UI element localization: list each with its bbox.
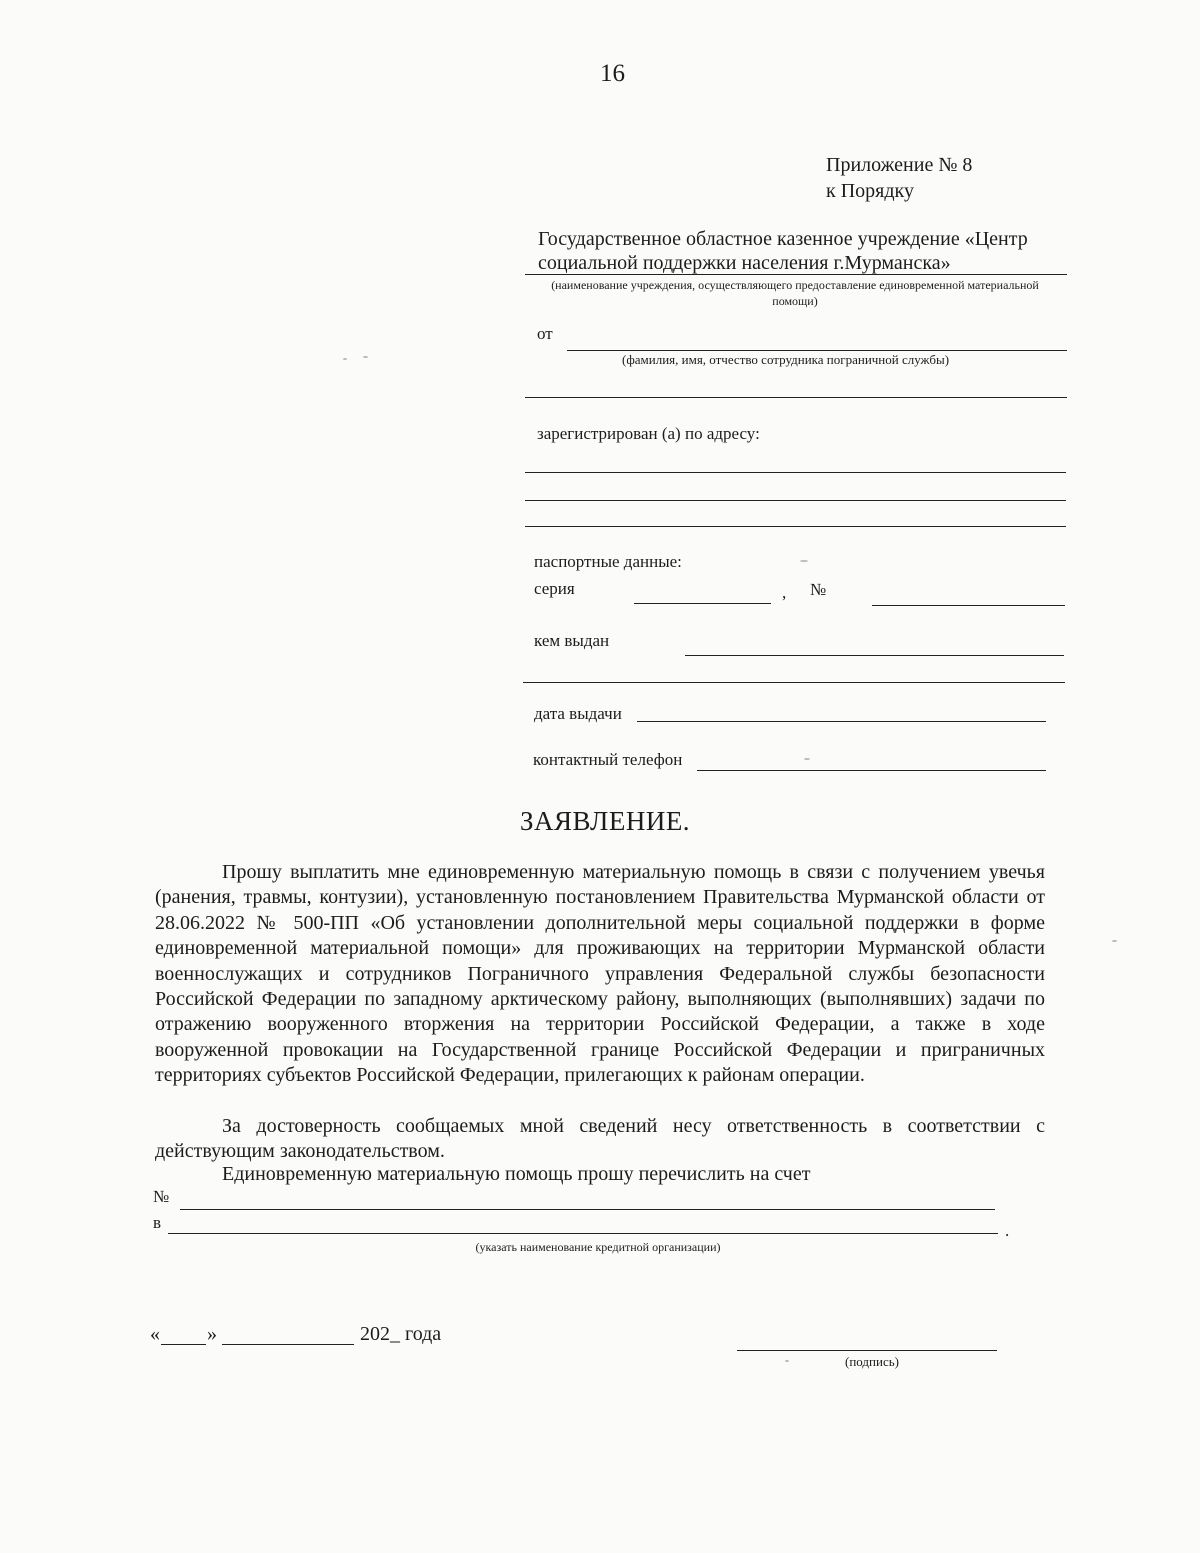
account-number-field[interactable] xyxy=(180,1209,995,1210)
scan-speck xyxy=(1112,940,1117,942)
bank-period: . xyxy=(1005,1221,1010,1240)
issued-by-field-line2[interactable] xyxy=(523,682,1065,683)
account-number-label: № xyxy=(153,1187,170,1206)
signature-caption: (подпись) xyxy=(845,1354,899,1369)
issued-by-field[interactable] xyxy=(685,655,1064,656)
scan-speck xyxy=(800,560,808,562)
date-year-text: 202_ года xyxy=(360,1323,442,1345)
statement-title: ЗАЯВЛЕНИЕ. xyxy=(520,806,691,836)
date-open-quote: « xyxy=(150,1323,160,1345)
scan-speck xyxy=(363,356,368,358)
phone-label: контактный телефон xyxy=(533,750,683,769)
institution-underline xyxy=(525,274,1067,275)
institution-name-line2: социальной поддержки населения г.Мурманска» xyxy=(538,252,951,274)
signature-field[interactable] xyxy=(737,1350,997,1351)
date-month-field[interactable] xyxy=(222,1344,354,1345)
page-number: 16 xyxy=(600,60,625,87)
passport-series-field[interactable] xyxy=(634,603,771,604)
phone-field[interactable] xyxy=(697,770,1046,771)
applicant-name-caption: (фамилия, имя, отчество сотрудника пограничной службы) xyxy=(622,352,950,367)
statement-paragraph-3: Единовременную материальную помощь прошу перечислить на счет xyxy=(222,1163,811,1185)
date-close-quote: » xyxy=(207,1323,217,1345)
scan-speck xyxy=(804,758,810,760)
scan-speck xyxy=(785,1360,789,1362)
address-field-line2[interactable] xyxy=(525,500,1066,501)
passport-number-field[interactable] xyxy=(872,605,1065,606)
passport-label: паспортные данные: xyxy=(534,552,682,571)
bank-caption: (указать наименование кредитной организации) xyxy=(475,1240,721,1254)
from-label: от xyxy=(537,324,553,343)
address-label: зарегистрирован (а) по адресу: xyxy=(537,424,760,443)
issued-by-label: кем выдан xyxy=(534,631,610,650)
bank-label: в xyxy=(153,1213,162,1232)
applicant-name-field[interactable] xyxy=(567,350,1067,351)
applicant-name-field-line2[interactable] xyxy=(525,397,1067,398)
appendix-title: Приложение № 8 xyxy=(826,154,973,176)
statement-paragraph-1: Прошу выплатить мне единовременную материальную помощь в связи с получением увечья (ранения, травмы, контузии), установленную постановлением Правительства Мурманской области от 28.06.2022 № 500-ПП «Об установлении дополнительной меры социальной поддержки в форме единовременной материальной помощи» для проживающих на территории Мурманской области военнослужащих и сотрудников Пограничного управления Федеральной службы безопасности Российской Федерации по западному арктическому району, выполняющих (выполнявших) задачи по отражению вооруженного вторжения на территории Российской Федерации, а также в ходе вооруженной провокации на Государственной границе Российской Федерации и приграничных территориях субъектов Российской Федерации, прилегающих к районам операции. xyxy=(155,861,1045,1087)
bank-name-field[interactable] xyxy=(168,1233,998,1234)
statement-paragraph-2: За достоверность сообщаемых мной сведений несу ответственность в соответствии с действующим законодательством. xyxy=(155,1115,1045,1163)
institution-caption: (наименование учреждения, осуществляющего предоставление единовременной материальной помощи) xyxy=(551,278,1039,308)
institution-name-line1: Государственное областное казенное учреждение «Центр xyxy=(538,228,1028,250)
issue-date-label: дата выдачи xyxy=(534,704,622,723)
issue-date-field[interactable] xyxy=(637,721,1046,722)
address-field-line1[interactable] xyxy=(525,472,1066,473)
series-comma: , xyxy=(782,583,787,602)
scan-speck xyxy=(343,358,347,360)
appendix-subtitle: к Порядку xyxy=(826,180,914,202)
address-field-line3[interactable] xyxy=(525,526,1066,527)
passport-number-label: № xyxy=(810,580,827,599)
series-label: серия xyxy=(534,579,575,598)
date-day-field[interactable] xyxy=(161,1344,206,1345)
